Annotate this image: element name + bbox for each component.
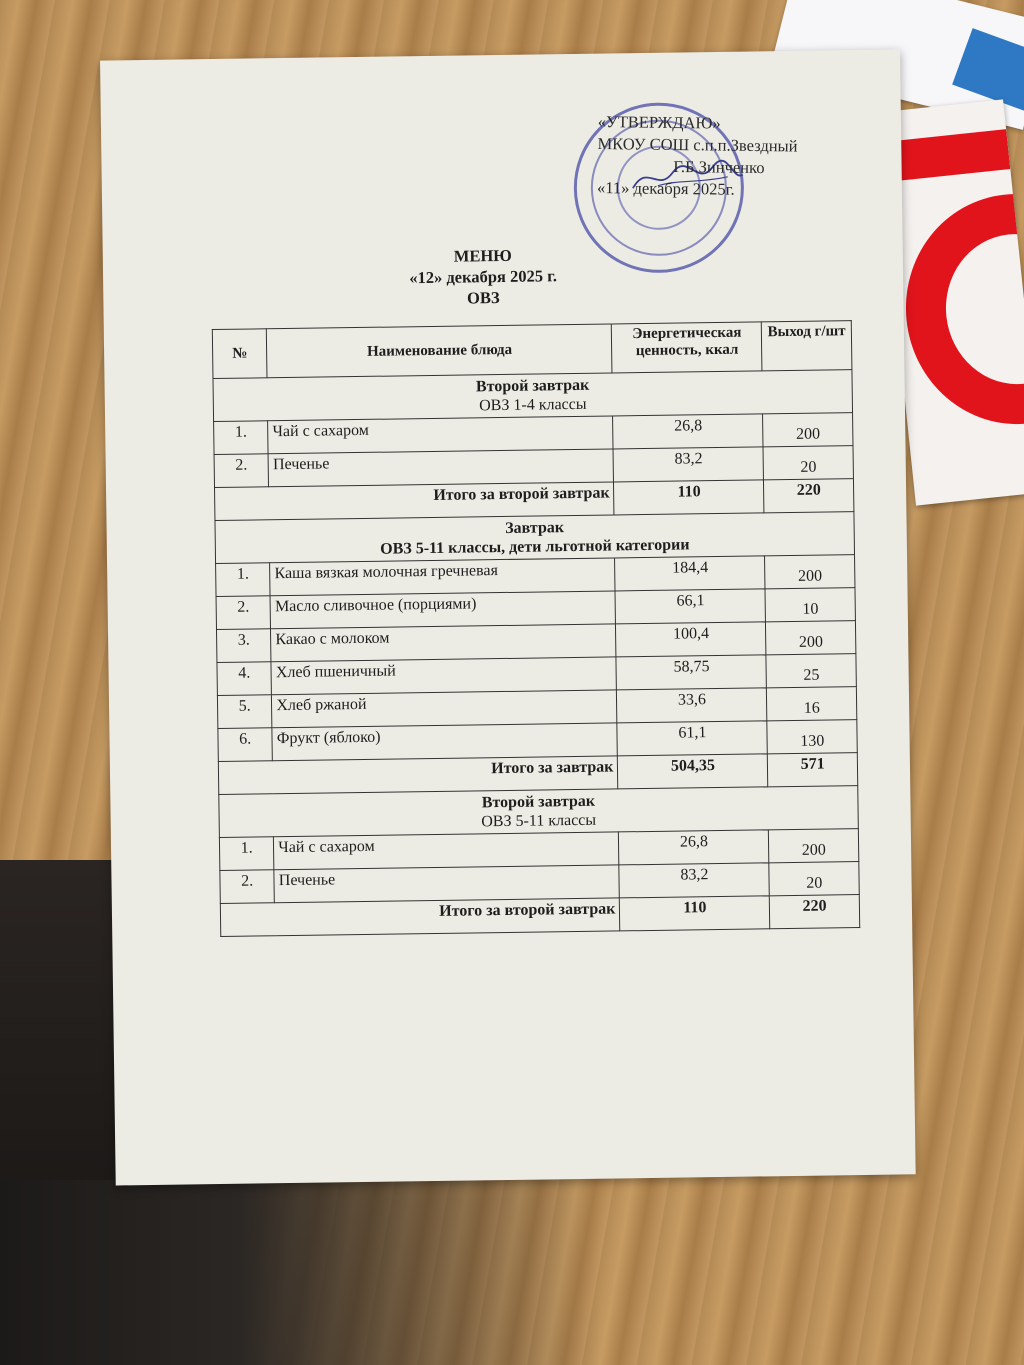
total-kcal: 110	[620, 896, 770, 931]
item-name: Чай с сахаром	[268, 416, 614, 454]
total-label: Итого за второй завтрак	[215, 482, 615, 521]
table-header-row	[212, 321, 852, 379]
approval-heading: «УТВЕРЖДАЮ»	[597, 112, 721, 133]
approval-date: «11» декабря 2025г.	[596, 178, 735, 199]
item-kcal: 61,1	[617, 721, 767, 756]
item-kcal: 26,8	[613, 414, 763, 449]
item-number: 3.	[216, 629, 271, 663]
item-name: Хлеб пшеничный	[271, 657, 617, 695]
total-output: 220	[764, 479, 854, 513]
column-header-number: №	[212, 329, 267, 379]
section-group: ОВЗ 5-11 классы	[481, 811, 597, 831]
item-number: 2.	[214, 454, 269, 488]
item-name: Печенье	[274, 865, 620, 903]
item-output: 200	[763, 413, 853, 447]
total-label: Итого за завтрак	[218, 756, 618, 795]
item-output: 20	[763, 446, 853, 480]
menu-date: «12» декабря 2025 г.	[409, 266, 558, 288]
item-output: 200	[769, 829, 859, 863]
item-name: Масло сливочное (порциями)	[270, 591, 616, 629]
item-kcal: 100,4	[616, 622, 766, 657]
item-output: 200	[765, 555, 855, 589]
item-kcal: 184,4	[615, 556, 765, 591]
section-group: ОВЗ 5-11 классы, дети льготной категории	[380, 536, 690, 558]
item-kcal: 66,1	[615, 589, 765, 624]
background-dark-object-bottom	[0, 1180, 600, 1365]
item-number: 4.	[217, 662, 272, 696]
menu-table	[212, 320, 860, 937]
item-output: 16	[767, 687, 857, 721]
approval-school: МКОУ СОШ с.п.п.Звездный	[597, 134, 798, 156]
total-kcal: 110	[614, 480, 764, 515]
approval-block	[597, 111, 798, 201]
item-name: Какао с молоком	[271, 624, 617, 662]
menu-sheet	[100, 49, 916, 1185]
column-header-dish: Наименование блюда	[267, 324, 613, 378]
approval-signer: Г.Б.Зинченко	[673, 156, 765, 178]
item-kcal: 58,75	[616, 655, 766, 690]
section-meal: Второй завтрак	[481, 792, 596, 812]
item-output: 10	[765, 588, 855, 622]
item-number: 1.	[216, 563, 271, 597]
item-name: Хлеб ржаной	[272, 690, 618, 728]
item-kcal: 26,8	[619, 830, 769, 865]
item-kcal: 83,2	[613, 447, 763, 482]
item-number: 2.	[220, 870, 275, 904]
column-header-energy: Энергетическая ценность, ккал	[612, 322, 763, 373]
total-output: 220	[770, 895, 860, 929]
menu-subtitle: ОВЗ	[466, 288, 500, 308]
item-name: Чай с сахаром	[274, 832, 620, 870]
item-number: 5.	[217, 695, 272, 729]
item-output: 200	[766, 621, 856, 655]
total-output: 571	[768, 753, 858, 787]
section-group: ОВЗ 1-4 классы	[479, 395, 587, 415]
section-meal: Второй завтрак	[475, 376, 590, 396]
column-header-output: Выход г/шт	[762, 321, 852, 371]
item-output: 25	[766, 654, 856, 688]
item-number: 6.	[218, 728, 273, 762]
section-meal: Завтрак	[505, 519, 565, 537]
item-output: 20	[769, 862, 859, 896]
item-number: 2.	[216, 596, 271, 630]
total-kcal: 504,35	[618, 754, 768, 789]
item-output: 130	[767, 720, 857, 754]
item-number: 1.	[214, 421, 269, 455]
total-label: Итого за второй завтрак	[220, 898, 620, 937]
item-name: Фрукт (яблоко)	[272, 723, 618, 761]
item-kcal: 33,6	[617, 688, 767, 723]
item-kcal: 83,2	[619, 863, 769, 898]
item-number: 1.	[219, 837, 274, 871]
item-name: Печенье	[268, 449, 614, 487]
menu-title-block	[103, 240, 864, 314]
item-name: Каша вязкая молочная гречневая	[270, 558, 616, 596]
page-title: МЕНЮ	[453, 245, 512, 266]
